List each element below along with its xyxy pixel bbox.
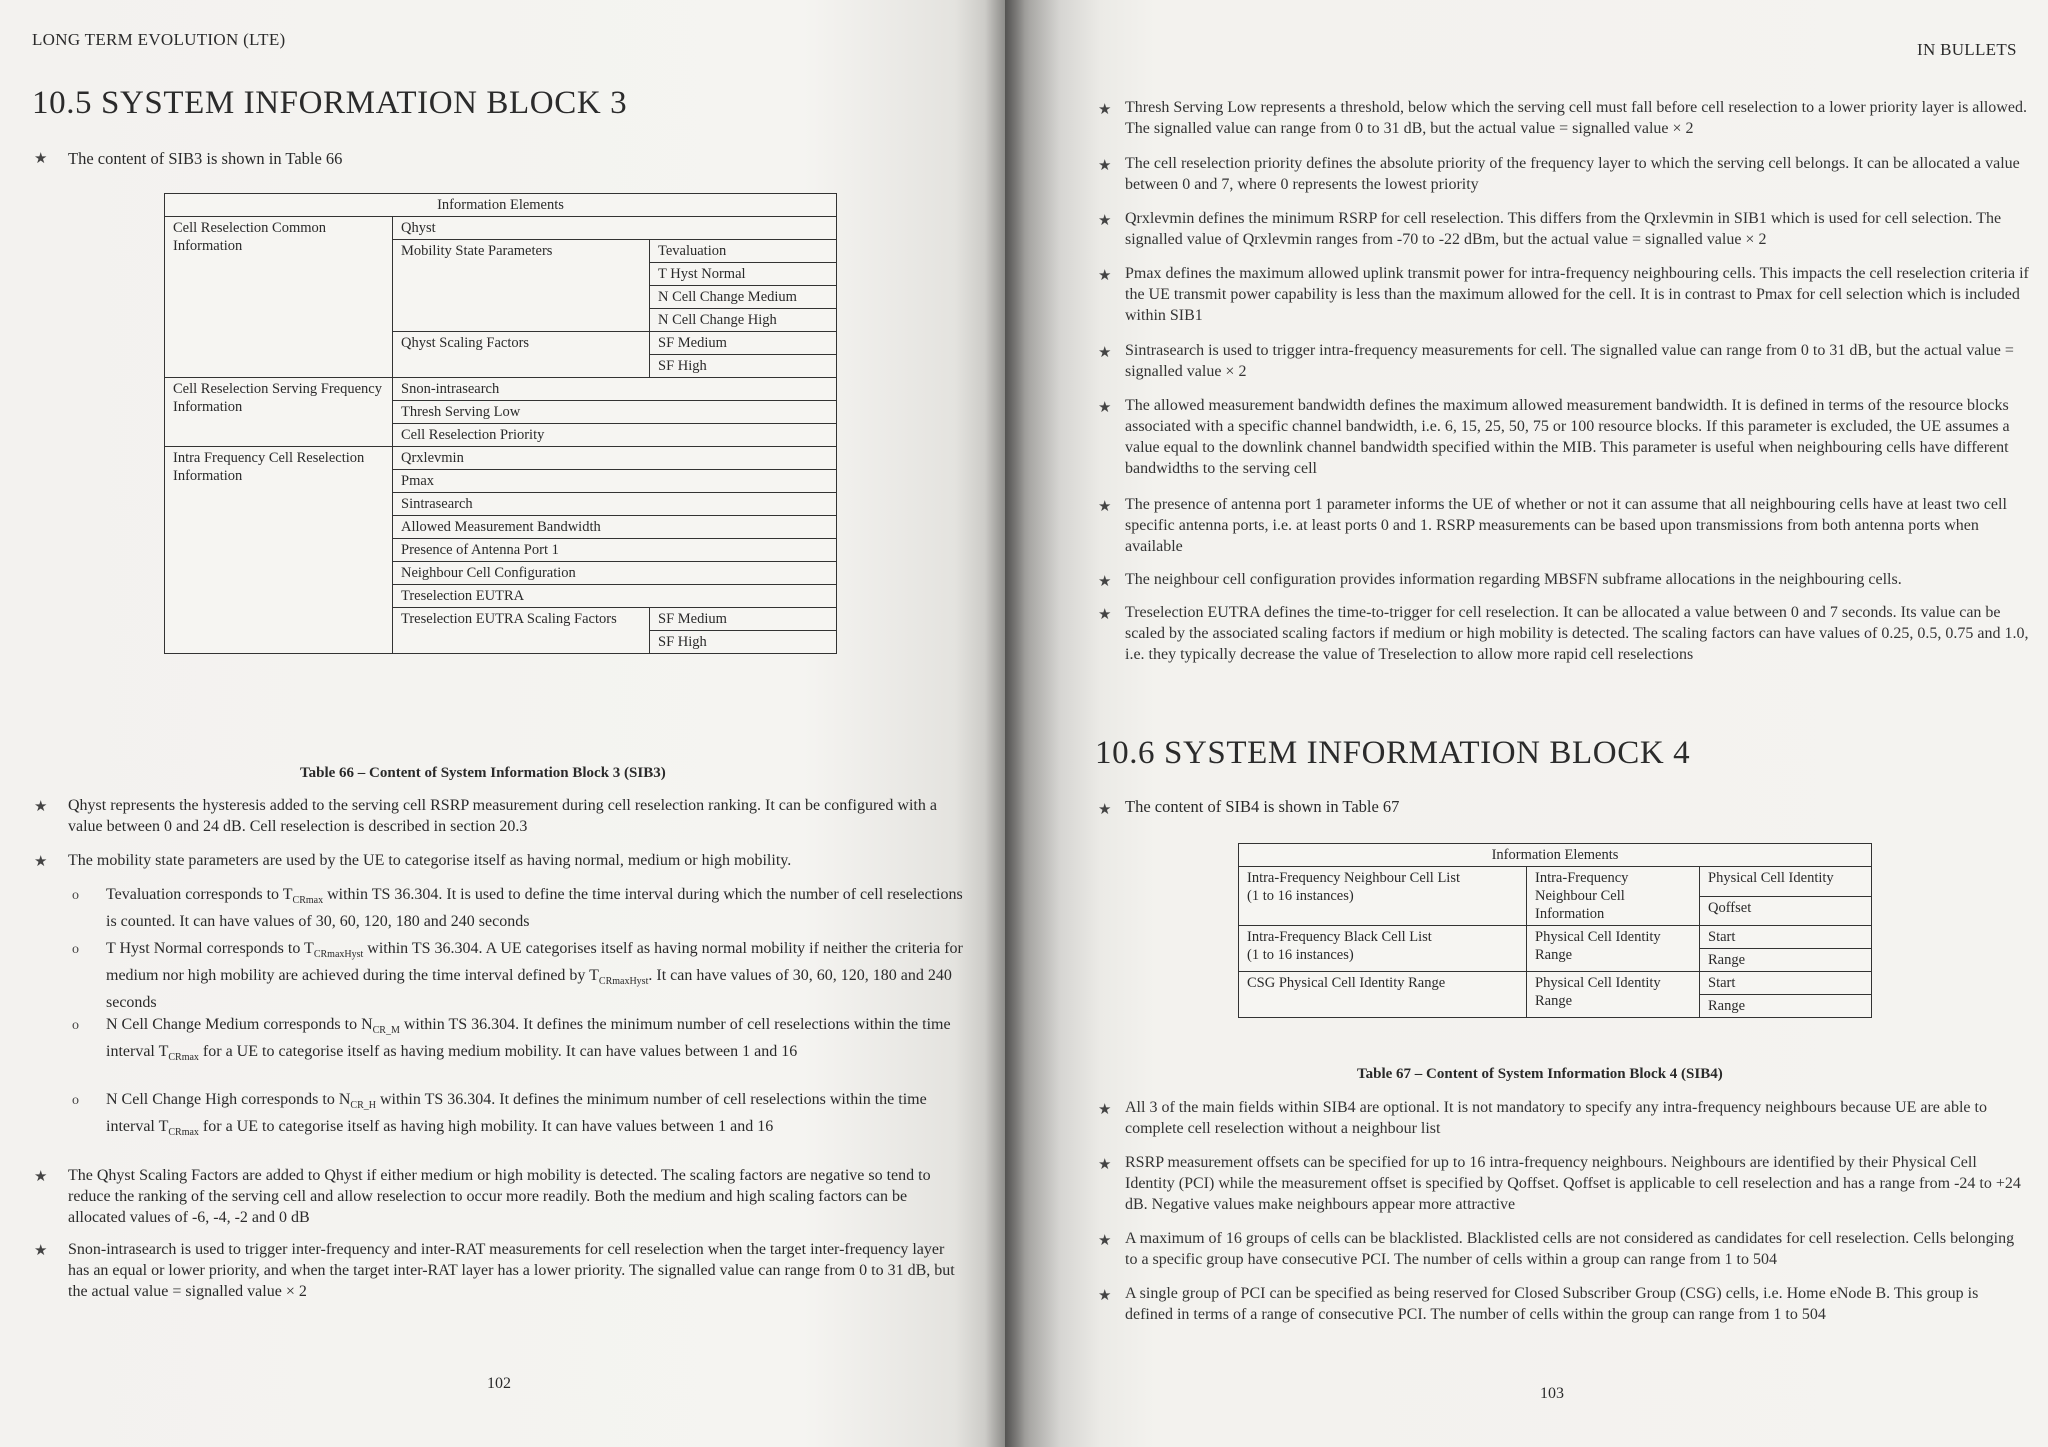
cell-treselection-eutra: Treselection EUTRA: [393, 585, 837, 608]
cell-pmax: Pmax: [393, 470, 837, 493]
bullet-sintrasearch: Sintrasearch is used to trigger intra-frequency measurements for cell. The signalled value can range from 0 to 31 dB, but the actual value = signalled value × 2: [1125, 342, 2014, 380]
cell-t-hyst-normal: T Hyst Normal: [650, 263, 837, 286]
table-66: [164, 193, 837, 654]
subbullet-n-cell-change-medium: N Cell Change Medium corresponds to $N_{CR\_M}$ within TS 36.304. It defines the minimum number of cell reselections within the time interval $T_{CRmax}$ for a UE to categorise itself as having medium mobility. It can have values between 1 and 16: [106, 1016, 951, 1064]
cell-treselection-scaling-factors: Treselection EUTRA Scaling Factors: [393, 608, 650, 654]
cell-neighbour-cell-configuration: Neighbour Cell Configuration: [393, 562, 837, 585]
table-66-caption: Table 66 – Content of System Information Block 3 (SIB3): [300, 765, 666, 781]
cell-snon-intrasearch: Snon-intrasearch: [393, 378, 837, 401]
cell-reselection-priority: Cell Reselection Priority: [393, 424, 837, 447]
bullet-blacklist: A maximum of 16 groups of cells can be blacklisted. Blacklisted cells are not considered as candidates for cell reselection. Cells belonging to a specific group have consecutive PCI. The number of cells within a group can range from 1 to 504: [1125, 1230, 2015, 1268]
bullet-circle-icon: o: [72, 942, 79, 957]
bullet-treselection-eutra: Treselection EUTRA defines the time-to-trigger for cell reselection. It can be allocated a value between 0 and 7 seconds. Its value can be scaled by the associated scaling factors if medium or high mobility is detected. The scaling factors can have values of 0.25, 0.5, 0.75 and 1.0, i.e. they typically decrease the value of Treselection to allow more rapid cell reselections: [1125, 604, 2029, 663]
bullet-star-icon: ★: [1098, 607, 1112, 623]
bullet-star-icon: ★: [1098, 345, 1112, 361]
bullet-star-icon: ★: [1098, 268, 1112, 284]
cell-n-cell-change-medium: N Cell Change Medium: [650, 286, 837, 309]
bullet-star-icon: ★: [1098, 158, 1112, 174]
bullet-neighbour-cell-configuration: The neighbour cell configuration provides information regarding MBSFN subframe allocations in the neighbouring cells.: [1125, 571, 1902, 588]
table-67-caption: Table 67 – Content of System Information Block 4 (SIB4): [1357, 1066, 1723, 1082]
group-serving-frequency: Cell Reselection Serving Frequency Information: [165, 378, 393, 447]
bullet-star-icon: ★: [1098, 574, 1112, 590]
cell-qhyst-scaling-factors: Qhyst Scaling Factors: [393, 332, 650, 378]
subbullet-t-hyst-normal: T Hyst Normal corresponds to $T_{CRmaxHyst}$ within TS 36.304. A UE categorises itself as having normal mobility if neither the criteria for medium nor high mobility are achieved during the time interval defined by $T_{CRmaxHyst}$. It can have values of 30, 60, 120, 180 and 240 seconds: [106, 940, 963, 1012]
cell-sf-medium: SF Medium: [650, 332, 837, 355]
bullet-star-icon: ★: [34, 1169, 48, 1185]
right-page: [1005, 0, 2048, 1447]
bullet-thresh-serving-low: Thresh Serving Low represents a threshold, below which the serving cell must fall before cell reselection to a lower priority layer is allowed. The signalled value can range from 0 to 31 dB, but the actual value = signalled value × 2: [1125, 99, 2027, 137]
bullet-circle-icon: o: [72, 1093, 79, 1108]
cell-range-black: Range: [1700, 949, 1872, 972]
cell-qrxlevmin: Qrxlevmin: [393, 447, 837, 470]
bullet-star-icon: ★: [1098, 400, 1112, 416]
page-number-right: 103: [1540, 1385, 1564, 1402]
cell-range-csg: Range: [1700, 995, 1872, 1018]
bullet-antenna-port-1: The presence of antenna port 1 parameter informs the UE of whether or not it can assume that all neighbouring cells have at least two cell specific antenna ports, i.e. at least ports 0 and 1. RSRP measurements can be based upon transmissions from both antenna ports when available: [1125, 496, 2007, 555]
intro-sib3: The content of SIB3 is shown in Table 66: [68, 149, 343, 168]
bullet-star-icon: ★: [34, 854, 48, 870]
bullet-cell-reselection-priority: The cell reselection priority defines the absolute priority of the frequency layer to which the serving cell belongs. It can be allocated a value between 0 and 7, where 0 represents the lowest priority: [1125, 155, 2020, 193]
cell-pci-range-black: Physical Cell Identity Range: [1527, 926, 1700, 972]
bullet-star-icon: ★: [1098, 802, 1112, 818]
bullet-qhyst-scaling-factors: The Qhyst Scaling Factors are added to Qhyst if either medium or high mobility is detected. The scaling factors are negative so tend to reduce the ranking of the serving cell and allow reselection to occur more readily. Both the medium and high scaling factors can be allocated values of -6, -4, -2 and 0 dB: [68, 1167, 931, 1226]
bullet-allowed-measurement-bandwidth: The allowed measurement bandwidth defines the maximum allowed measurement bandwidth. It is defined in terms of the resource blocks associated with a specific channel bandwidth, i.e. 6, 15, 25, 50, 75 or 100 resource blocks. If this parameter is excluded, the UE assumes a value equal to the downlink channel bandwidth specified within the MIB. This parameter is useful when neighbouring cells have different bandwidths to the serving cell: [1125, 397, 2010, 477]
bullet-qhyst: Qhyst represents the hysteresis added to the serving cell RSRP measurement during cell reselection ranking. It can be configured with a value between 0 and 24 dB. Cell reselection is described in section 20.3: [68, 797, 937, 835]
bullet-star-icon: ★: [1098, 499, 1112, 515]
bullet-circle-icon: o: [72, 888, 79, 903]
group-cell-reselection-common: Cell Reselection Common Information: [165, 217, 393, 378]
table-header: Information Elements: [165, 194, 837, 217]
cell-tevaluation: Tevaluation: [650, 240, 837, 263]
bullet-snon-intrasearch: Snon-intrasearch is used to trigger inter-frequency and inter-RAT measurements for cell reselection when the target inter-frequency layer has an equal or lower priority, and when the target inter-RAT layer has a lower priority. The signalled value can range from 0 to 31 dB, but the actual value = signalled value × 2: [68, 1241, 955, 1300]
cell-sintrasearch: Sintrasearch: [393, 493, 837, 516]
bullet-qrxlevmin: Qrxlevmin defines the minimum RSRP for cell reselection. This differs from the Qrxlevmin in SIB1 which is used for cell selection. The signalled value of Qrxlevmin ranges from -70 to -22 dBm, but the actual value = signalled value × 2: [1125, 210, 2002, 248]
running-head-right: IN BULLETS: [1917, 40, 2017, 59]
book-gutter-shadow: [985, 0, 1025, 1447]
bullet-sib4-optional: All 3 of the main fields within SIB4 are optional. It is not mandatory to specify any intra-frequency neighbours because UE are able to complete cell reselection without a neighbour list: [1125, 1099, 1987, 1137]
bullet-rsrp-offsets: RSRP measurement offsets can be specified for up to 16 intra-frequency neighbours. Neighbours are identified by their Physical Cell Identity (PCI) while the measurement offset is specified by Qoffset. Qoffset is applicable to cell reselection and has a range from -24 to +24 dB. Negative values make neighbours appear more attractive: [1125, 1154, 2021, 1213]
cell-thresh-serving-low: Thresh Serving Low: [393, 401, 837, 424]
cell-presence-antenna-port-1: Presence of Antenna Port 1: [393, 539, 837, 562]
bullet-star-icon: ★: [1098, 1157, 1112, 1173]
bullet-star-icon: ★: [1098, 1233, 1112, 1249]
bullet-star-icon: ★: [1098, 1102, 1112, 1118]
bullet-star-icon: ★: [34, 799, 48, 815]
subbullet-n-cell-change-high: N Cell Change High corresponds to $N_{CR\_H}$ within TS 36.304. It defines the minimum number of cell reselections within the time interval $T_{CRmax}$ for a UE to categorise itself as having high mobility. It can have values between 1 and 16: [106, 1091, 927, 1139]
left-page: [0, 0, 1005, 1447]
bullet-mobility: The mobility state parameters are used by the UE to categorise itself as having normal, medium or high mobility.: [68, 852, 792, 869]
cell-physical-cell-identity: Physical Cell Identity: [1700, 867, 1872, 897]
table-67-header: Information Elements: [1239, 844, 1872, 867]
bullet-circle-icon: o: [72, 1018, 79, 1033]
cell-intra-freq-black-list: Intra-Frequency Black Cell List (1 to 16 instances): [1239, 926, 1527, 972]
cell-tres-sf-medium: SF Medium: [650, 608, 837, 631]
cell-n-cell-change-high: N Cell Change High: [650, 309, 837, 332]
section-title-10-5: 10.5 SYSTEM INFORMATION BLOCK 3: [32, 85, 628, 121]
intro-sib4: The content of SIB4 is shown in Table 67: [1125, 797, 1400, 816]
bullet-star-icon: ★: [1098, 1288, 1112, 1304]
cell-csg-pci-range: CSG Physical Cell Identity Range: [1239, 972, 1527, 1018]
cell-allowed-measurement-bandwidth: Allowed Measurement Bandwidth: [393, 516, 837, 539]
subbullet-tevaluation: Tevaluation corresponds to $T_{CRmax}$ within TS 36.304. It is used to define the time interval during which the number of cell reselections is counted. It can have values of 30, 60, 120, 180 and 240 seconds: [106, 886, 963, 931]
group-intra-frequency: Intra Frequency Cell Reselection Information: [165, 447, 393, 654]
cell-qoffset: Qoffset: [1700, 896, 1872, 926]
cell-intra-freq-neighbour-info: Intra-Frequency Neighbour Cell Information: [1527, 867, 1700, 926]
bullet-star-icon: ★: [34, 151, 48, 167]
cell-tres-sf-high: SF High: [650, 631, 837, 654]
page-number-left: 102: [487, 1375, 511, 1392]
cell-start-csg: Start: [1700, 972, 1872, 995]
cell-qhyst: Qhyst: [393, 217, 837, 240]
cell-mobility-state-parameters: Mobility State Parameters: [393, 240, 650, 332]
cell-intra-freq-neighbour-list: Intra-Frequency Neighbour Cell List (1 to 16 instances): [1239, 867, 1527, 926]
bullet-star-icon: ★: [1098, 213, 1112, 229]
table-67: [1238, 843, 1872, 1018]
bullet-pmax: Pmax defines the maximum allowed uplink transmit power for intra-frequency neighbouring cells. This impacts the cell reselection criteria if the UE transmit power capability is less than the maximum allowed for the cell. It is in contrast to Pmax for cell selection which is included within SIB1: [1125, 265, 2029, 324]
cell-start-black: Start: [1700, 926, 1872, 949]
section-title-10-6: 10.6 SYSTEM INFORMATION BLOCK 4: [1095, 735, 1691, 771]
cell-sf-high: SF High: [650, 355, 837, 378]
bullet-star-icon: ★: [1098, 102, 1112, 118]
bullet-star-icon: ★: [34, 1243, 48, 1259]
cell-pci-range-csg: Physical Cell Identity Range: [1527, 972, 1700, 1018]
running-head-left: LONG TERM EVOLUTION (LTE): [32, 30, 286, 49]
bullet-csg: A single group of PCI can be specified as being reserved for Closed Subscriber Group (CSG) cells, i.e. Home eNode B. This group is defined in terms of a range of consecutive PCI. The number of cells within the group can range from 1 to 504: [1125, 1285, 1979, 1323]
